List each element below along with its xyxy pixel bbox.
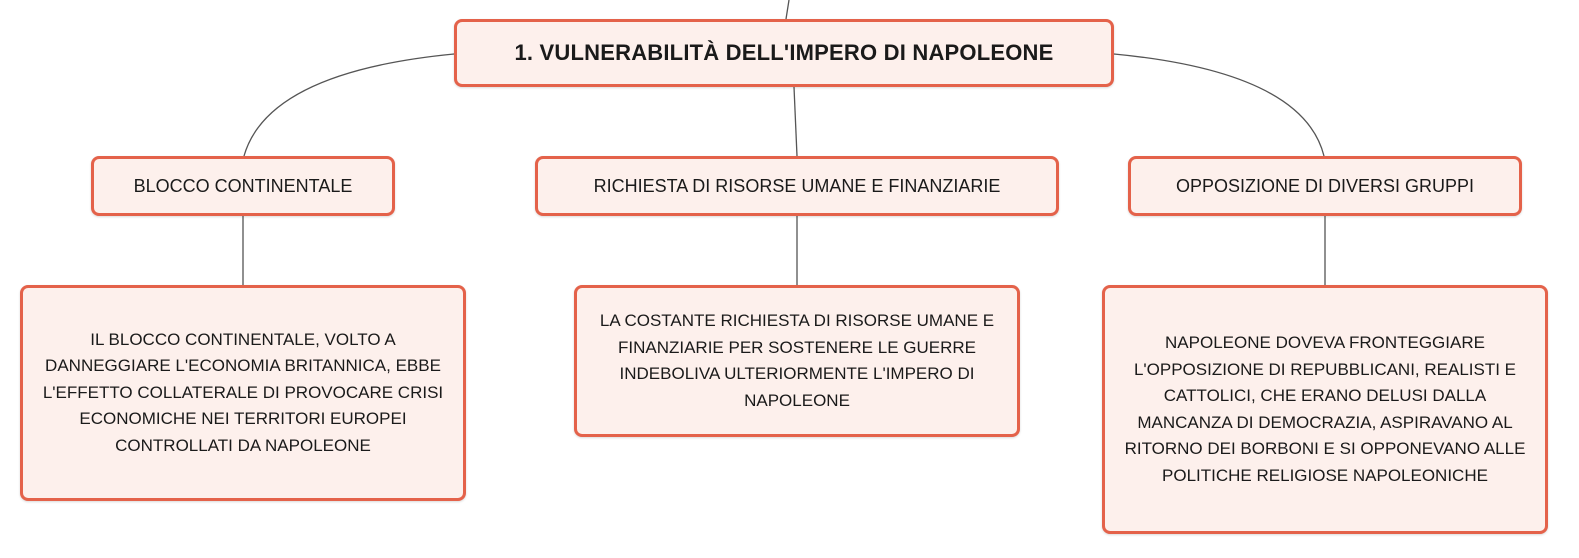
- branch-node-label: RICHIESTA DI RISORSE UMANE E FINANZIARIE: [593, 175, 1001, 196]
- detail-node-richiesta-risorse[interactable]: [574, 285, 1020, 437]
- connector-root-to-branch-3: [1114, 54, 1324, 156]
- detail-node-opposizione-gruppi[interactable]: [1102, 285, 1548, 534]
- branch-node-label: BLOCCO CONTINENTALE: [133, 175, 353, 196]
- branch-node-label: OPPOSIZIONE DI DIVERSI GRUPPI: [1175, 175, 1475, 196]
- detail-node-text: IL BLOCCO CONTINENTALE, VOLTO A DANNEGGIARE L'ECONOMIA BRITANNICA, EBBE L'EFFETTO COLLATERALE DI PROVOCARE CRISI ECONOMICHE NEI TERRITORI EUROPEI CONTROLLATI DA NAPOLEONE: [42, 329, 444, 455]
- root-node-label: 1. VULNERABILITÀ DELL'IMPERO DI NAPOLEONE: [514, 40, 1054, 65]
- connector-root-to-branch-1: [244, 54, 454, 156]
- detail-node-blocco-continentale[interactable]: [20, 285, 466, 501]
- connector-root-to-branch-2: [794, 87, 797, 156]
- branch-node-blocco-continentale[interactable]: [91, 156, 395, 216]
- branch-node-opposizione-gruppi[interactable]: [1128, 156, 1522, 216]
- detail-node-text: LA COSTANTE RICHIESTA DI RISORSE UMANE E FINANZIARIE PER SOSTENERE LE GUERRE INDEBOLIVA ULTERIORMENTE L'IMPERO DI NAPOLEONE: [599, 311, 995, 410]
- root-node[interactable]: [454, 19, 1114, 87]
- detail-node-text: NAPOLEONE DOVEVA FRONTEGGIARE L'OPPOSIZIONE DI REPUBBLICANI, REALISTI E CATTOLICI, CHE ERANO DELUSI DALLA MANCANZA DI DEMOCRAZIA, ASPIRAVANO AL RITORNO DEI BORBONI E SI OPPONEVANO ALLE POLITICHE RELIGIOSE NAPOLEONICHE: [1124, 333, 1526, 485]
- branch-node-richiesta-risorse[interactable]: [535, 156, 1059, 216]
- connector-incoming: [786, 0, 789, 19]
